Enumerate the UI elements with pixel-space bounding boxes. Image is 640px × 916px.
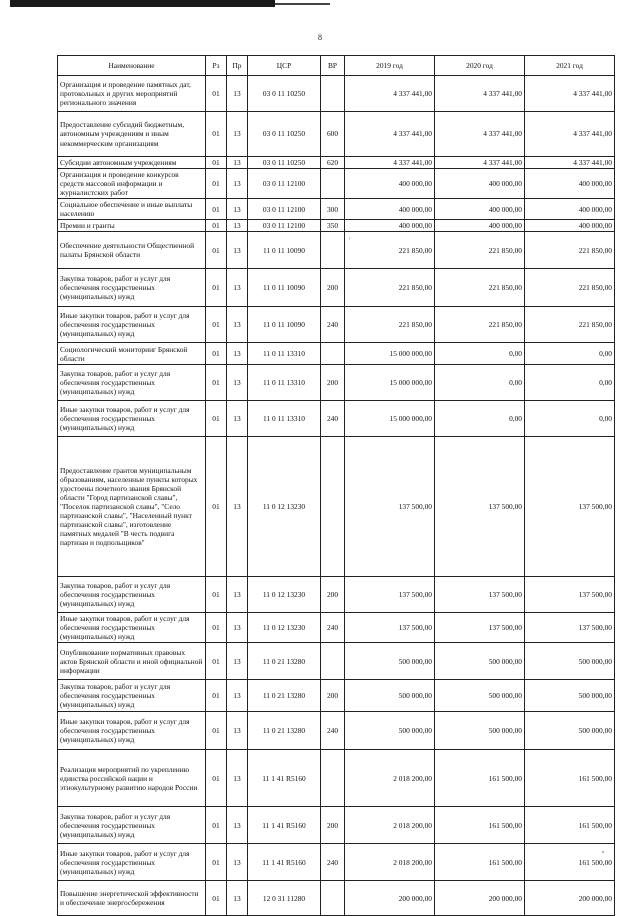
cell-csr: 11 0 11 10090 — [248, 307, 321, 343]
cell-rz: 01 — [206, 76, 227, 112]
cell-pr: 13 — [227, 157, 248, 169]
cell-rz: 01 — [206, 365, 227, 401]
cell-y2020: 500 000,00 — [435, 712, 525, 750]
cell-vr — [321, 750, 345, 807]
cell-rz: 01 — [206, 307, 227, 343]
cell-name: Закупка товаров, работ и услуг для обеспечения государственных (муниципальных) нужд — [58, 577, 206, 613]
cell-y2020: 4 337 441,00 — [435, 112, 525, 157]
cell-y2020: 200 000,00 — [435, 881, 525, 916]
cell-y2021: 500 000,00 — [525, 680, 615, 712]
cell-y2019: 4 337 441,00 — [345, 157, 435, 169]
header-rz: Рз — [206, 56, 227, 76]
cell-name: Реализация мероприятий по укреплению единства российской нации и этнокультурному развитию народов России — [58, 750, 206, 807]
cell-y2020: 400 000,00 — [435, 169, 525, 199]
cell-name: Социальное обеспечение и иные выплаты населению — [58, 199, 206, 220]
cell-pr: 13 — [227, 750, 248, 807]
cell-y2019: 2 018 200,00 — [345, 844, 435, 881]
cell-y2020: 0,00 — [435, 365, 525, 401]
cell-pr: 13 — [227, 232, 248, 269]
cell-pr: 13 — [227, 199, 248, 220]
page-number: 8 — [318, 33, 322, 42]
table-row — [58, 307, 615, 343]
header-2019: 2019 год — [345, 56, 435, 76]
cell-y2021: 161 500,00 — [525, 807, 615, 844]
table-row — [58, 269, 615, 307]
cell-pr: 13 — [227, 577, 248, 613]
cell-name: Премии и гранты — [58, 220, 206, 232]
cell-vr — [321, 343, 345, 365]
cell-pr: 13 — [227, 269, 248, 307]
cell-pr: 13 — [227, 365, 248, 401]
cell-y2020: 221 850,00 — [435, 232, 525, 269]
cell-vr — [321, 169, 345, 199]
table-row — [58, 76, 615, 112]
cell-vr — [321, 643, 345, 680]
cell-vr: 200 — [321, 807, 345, 844]
cell-y2021: 400 000,00 — [525, 199, 615, 220]
cell-y2019: 15 000 000,00 — [345, 343, 435, 365]
cell-name: Закупка товаров, работ и услуг для обеспечения государственных (муниципальных) нужд — [58, 365, 206, 401]
cell-y2019: 2 018 200,00 — [345, 750, 435, 807]
cell-y2021: 0,00 — [525, 343, 615, 365]
cell-vr: 240 — [321, 844, 345, 881]
cell-y2021: 500 000,00 — [525, 643, 615, 680]
cell-vr: 240 — [321, 712, 345, 750]
cell-y2020: 221 850,00 — [435, 307, 525, 343]
cell-rz: 01 — [206, 157, 227, 169]
budget-table — [57, 55, 615, 916]
header-2020: 2020 год — [435, 56, 525, 76]
cell-y2021: 4 337 441,00 — [525, 112, 615, 157]
cell-rz: 01 — [206, 643, 227, 680]
cell-name: Иные закупки товаров, работ и услуг для обеспечения государственных (муниципальных) нужд — [58, 844, 206, 881]
cell-rz: 01 — [206, 169, 227, 199]
cell-csr: 11 0 11 10090 — [248, 232, 321, 269]
cell-pr: 13 — [227, 712, 248, 750]
cell-y2020: 137 500,00 — [435, 613, 525, 643]
cell-pr: 13 — [227, 401, 248, 437]
cell-y2020: 137 500,00 — [435, 577, 525, 613]
cell-vr: 240 — [321, 307, 345, 343]
cell-y2021: 161 500,00 — [525, 750, 615, 807]
cell-y2020: 161 500,00 — [435, 750, 525, 807]
cell-name: Предоставление грантов муниципальным образованиям, населенные пункты которых удостоены почетного звания Брянской области "Город партизанской славы", "Поселок партизанской славы", "Село партизанской славы", "Населенный пункт партизанской славы", изготовление памятных медалей "В честь подвига партизан и подпольщиков" — [58, 437, 206, 577]
table-row — [58, 112, 615, 157]
cell-y2019: 221 850,00 — [345, 307, 435, 343]
cell-csr: 11 0 11 13310 — [248, 401, 321, 437]
cell-y2019: 137 500,00 — [345, 437, 435, 577]
cell-y2019: 15 000 000,00 — [345, 401, 435, 437]
cell-y2020: 400 000,00 — [435, 220, 525, 232]
table-row — [58, 844, 615, 881]
cell-name: Закупка товаров, работ и услуг для обеспечения государственных (муниципальных) нужд — [58, 269, 206, 307]
cell-vr: 600 — [321, 112, 345, 157]
cell-pr: 13 — [227, 680, 248, 712]
table-body — [58, 76, 615, 916]
table-row — [58, 881, 615, 916]
cell-y2021: 221 850,00 — [525, 232, 615, 269]
cell-name: Субсидии автономным учреждениям — [58, 157, 206, 169]
cell-y2020: 0,00 — [435, 401, 525, 437]
header-pr: Пр — [227, 56, 248, 76]
cell-pr: 13 — [227, 844, 248, 881]
cell-rz: 01 — [206, 401, 227, 437]
cell-y2019: 4 337 441,00 — [345, 76, 435, 112]
cell-rz: 01 — [206, 712, 227, 750]
cell-vr: 200 — [321, 577, 345, 613]
cell-vr: 620 — [321, 157, 345, 169]
cell-y2019: 400 000,00 — [345, 199, 435, 220]
cell-y2019: 400 000,00 — [345, 169, 435, 199]
cell-y2020: 500 000,00 — [435, 643, 525, 680]
table-row — [58, 220, 615, 232]
header-2021: 2021 год — [525, 56, 615, 76]
cell-rz: 01 — [206, 437, 227, 577]
cell-rz: 01 — [206, 577, 227, 613]
table-row — [58, 437, 615, 577]
cell-rz: 01 — [206, 750, 227, 807]
cell-name: Иные закупки товаров, работ и услуг для обеспечения государственных (муниципальных) нужд — [58, 401, 206, 437]
cell-y2021: 161 500,00 — [525, 844, 615, 881]
header-vr: ВР — [321, 56, 345, 76]
cell-y2019: 500 000,00 — [345, 643, 435, 680]
scan-top-bar — [10, 0, 275, 7]
table-row — [58, 712, 615, 750]
cell-rz: 01 — [206, 613, 227, 643]
cell-rz: 01 — [206, 199, 227, 220]
cell-csr: 11 0 11 13310 — [248, 343, 321, 365]
cell-csr: 11 0 12 13230 — [248, 613, 321, 643]
cell-csr: 03 0 11 12100 — [248, 169, 321, 199]
cell-pr: 13 — [227, 220, 248, 232]
cell-csr: 03 0 11 12100 — [248, 199, 321, 220]
cell-y2019: 137 500,00 — [345, 577, 435, 613]
cell-vr: 200 — [321, 365, 345, 401]
cell-csr: 03 0 11 10250 — [248, 157, 321, 169]
table-row — [58, 680, 615, 712]
scan-mark: ' — [349, 236, 351, 245]
header-csr: ЦСР — [248, 56, 321, 76]
table-row — [58, 807, 615, 844]
table-row — [58, 169, 615, 199]
cell-y2021: 500 000,00 — [525, 712, 615, 750]
cell-vr — [321, 437, 345, 577]
cell-y2021: 4 337 441,00 — [525, 76, 615, 112]
cell-vr: 200 — [321, 269, 345, 307]
cell-y2019: 2 018 200,00 — [345, 807, 435, 844]
cell-y2020: 161 500,00 — [435, 844, 525, 881]
cell-vr: 200 — [321, 680, 345, 712]
cell-name: Организация и проведение конкурсов средств массовой информации и журналистских работ — [58, 169, 206, 199]
cell-csr: 11 0 21 13280 — [248, 643, 321, 680]
cell-rz: 01 — [206, 881, 227, 916]
cell-y2020: 221 850,00 — [435, 269, 525, 307]
cell-name: Предоставление субсидий бюджетным, автономным учреждениям и иным некоммерческим организациям — [58, 112, 206, 157]
cell-y2019: 221 850,00 — [345, 232, 435, 269]
cell-pr: 13 — [227, 307, 248, 343]
cell-name: Закупка товаров, работ и услуг для обеспечения государственных (муниципальных) нужд — [58, 807, 206, 844]
cell-pr: 13 — [227, 169, 248, 199]
cell-rz: 01 — [206, 343, 227, 365]
cell-y2021: 400 000,00 — [525, 220, 615, 232]
cell-y2021: 4 337 441,00 — [525, 157, 615, 169]
cell-vr: 240 — [321, 613, 345, 643]
cell-csr: 11 0 11 13310 — [248, 365, 321, 401]
cell-name: Организация и проведение памятных дат, протокольных и других мероприятий регионального значения — [58, 76, 206, 112]
cell-rz: 01 — [206, 269, 227, 307]
cell-y2019: 221 850,00 — [345, 269, 435, 307]
cell-y2021: 400 000,00 — [525, 169, 615, 199]
cell-vr — [321, 76, 345, 112]
cell-csr: 11 1 41 R5160 — [248, 750, 321, 807]
table-row — [58, 613, 615, 643]
cell-y2021: 200 000,00 — [525, 881, 615, 916]
table-row — [58, 643, 615, 680]
cell-y2019: 400 000,00 — [345, 220, 435, 232]
cell-name: Обеспечение деятельности Общественной палаты Брянской области — [58, 232, 206, 269]
table-row — [58, 577, 615, 613]
cell-y2021: 0,00 — [525, 365, 615, 401]
cell-csr: 03 0 11 10250 — [248, 76, 321, 112]
cell-name: Иные закупки товаров, работ и услуг для обеспечения государственных (муниципальных) нужд — [58, 712, 206, 750]
cell-vr: 350 — [321, 220, 345, 232]
cell-y2019: 500 000,00 — [345, 712, 435, 750]
cell-y2020: 161 500,00 — [435, 807, 525, 844]
cell-vr — [321, 881, 345, 916]
cell-name: Закупка товаров, работ и услуг для обеспечения государственных (муниципальных) нужд — [58, 680, 206, 712]
cell-pr: 13 — [227, 112, 248, 157]
table-row — [58, 401, 615, 437]
cell-y2019: 15 000 000,00 — [345, 365, 435, 401]
cell-y2021: 221 850,00 — [525, 307, 615, 343]
cell-name: Иные закупки товаров, работ и услуг для обеспечения государственных (муниципальных) нужд — [58, 613, 206, 643]
cell-pr: 13 — [227, 807, 248, 844]
cell-vr: 240 — [321, 401, 345, 437]
cell-y2020: 500 000,00 — [435, 680, 525, 712]
cell-vr — [321, 232, 345, 269]
cell-csr: 03 0 11 10250 — [248, 112, 321, 157]
cell-y2020: 4 337 441,00 — [435, 76, 525, 112]
cell-y2021: 0,00 — [525, 401, 615, 437]
cell-csr: 11 0 12 13230 — [248, 437, 321, 577]
cell-y2019: 4 337 441,00 — [345, 112, 435, 157]
cell-pr: 13 — [227, 881, 248, 916]
cell-name: Опубликование нормативных правовых актов Брянской области и иной официальной информации — [58, 643, 206, 680]
cell-y2021: 137 500,00 — [525, 577, 615, 613]
cell-y2021: 137 500,00 — [525, 437, 615, 577]
table-row — [58, 157, 615, 169]
cell-rz: 01 — [206, 220, 227, 232]
cell-csr: 11 1 41 R5160 — [248, 807, 321, 844]
cell-y2020: 400 000,00 — [435, 199, 525, 220]
cell-pr: 13 — [227, 643, 248, 680]
table-row — [58, 232, 615, 269]
cell-csr: 11 0 21 13280 — [248, 712, 321, 750]
cell-csr: 11 0 21 13280 — [248, 680, 321, 712]
cell-pr: 13 — [227, 76, 248, 112]
cell-rz: 01 — [206, 807, 227, 844]
cell-y2019: 137 500,00 — [345, 613, 435, 643]
cell-rz: 01 — [206, 232, 227, 269]
cell-csr: 11 1 41 R5160 — [248, 844, 321, 881]
cell-rz: 01 — [206, 112, 227, 157]
table-row — [58, 343, 615, 365]
cell-y2020: 0,00 — [435, 343, 525, 365]
table-row — [58, 750, 615, 807]
cell-y2020: 137 500,00 — [435, 437, 525, 577]
cell-csr: 11 0 11 10090 — [248, 269, 321, 307]
cell-rz: 01 — [206, 680, 227, 712]
cell-pr: 13 — [227, 437, 248, 577]
cell-y2021: 137 500,00 — [525, 613, 615, 643]
cell-pr: 13 — [227, 343, 248, 365]
cell-y2019: 200 000,00 — [345, 881, 435, 916]
cell-name: Повышение энергетической эффективности и обеспечение энергосбережения — [58, 881, 206, 916]
cell-name: Иные закупки товаров, работ и услуг для обеспечения государственных (муниципальных) нужд — [58, 307, 206, 343]
table-row — [58, 365, 615, 401]
cell-csr: 11 0 12 13230 — [248, 577, 321, 613]
cell-y2019: 500 000,00 — [345, 680, 435, 712]
header-name: Наименование — [58, 56, 206, 76]
cell-y2020: 4 337 441,00 — [435, 157, 525, 169]
cell-pr: 13 — [227, 613, 248, 643]
cell-name: Социологический мониторинг Брянской области — [58, 343, 206, 365]
cell-y2021: 221 850,00 — [525, 269, 615, 307]
table-row — [58, 199, 615, 220]
scan-top-bar-thin — [275, 3, 330, 5]
cell-csr: 03 0 11 12100 — [248, 220, 321, 232]
cell-vr: 300 — [321, 199, 345, 220]
cell-rz: 01 — [206, 844, 227, 881]
cell-csr: 12 0 31 11280 — [248, 881, 321, 916]
header-row — [58, 56, 615, 76]
